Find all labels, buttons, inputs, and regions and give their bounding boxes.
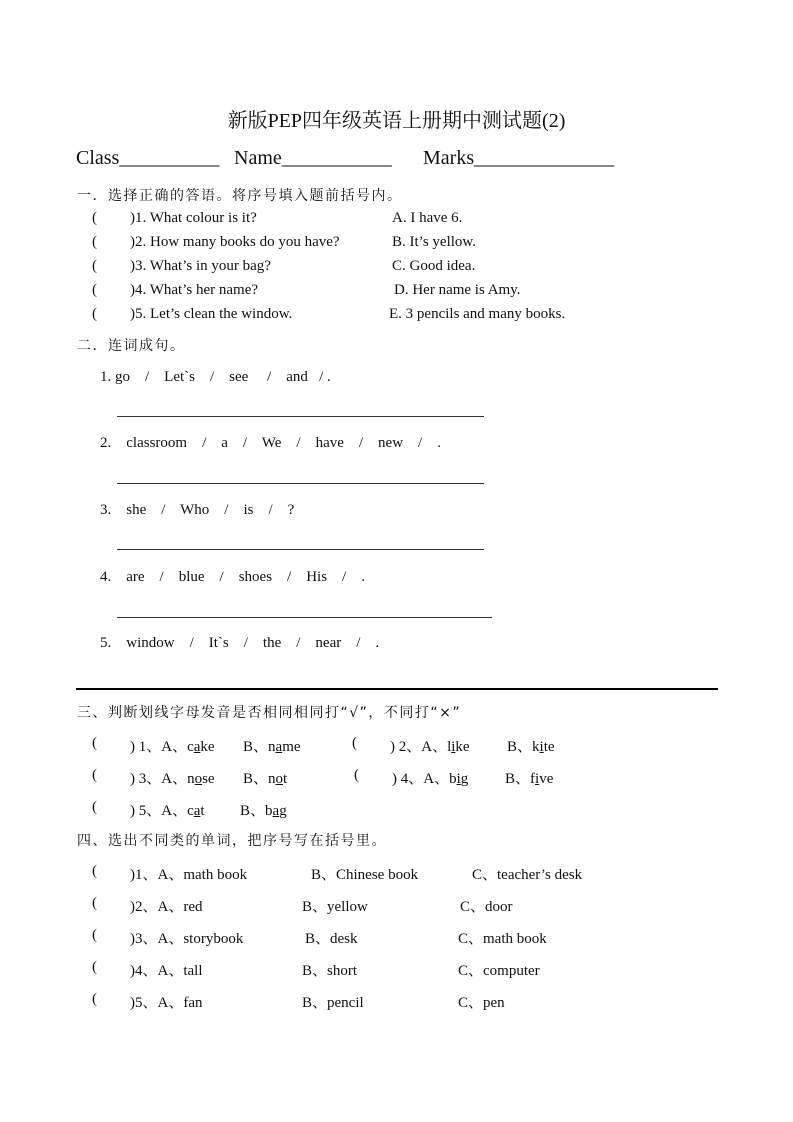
- underlined-letter: o: [275, 771, 284, 787]
- odd-one-option-a: )1、A、math book: [130, 867, 248, 883]
- underlined-letter: i: [539, 739, 544, 755]
- scramble-item: 3. she / Who / is / ?: [100, 502, 295, 518]
- answer-paren[interactable]: (: [92, 927, 97, 943]
- underlined-letter: a: [275, 739, 283, 755]
- answer-option: B. It’s yellow.: [392, 234, 477, 250]
- scramble-item: 5. window / It`s / the / near / .: [100, 635, 380, 651]
- scramble-item: 1. go / Let`s / see / and / .: [100, 369, 331, 385]
- answer-paren[interactable]: (: [354, 767, 359, 783]
- underlined-letter: a: [193, 803, 201, 819]
- answer-line[interactable]: [117, 483, 484, 484]
- answer-line[interactable]: [117, 617, 492, 618]
- question-text: )1. What colour is it?: [130, 210, 257, 226]
- name-field[interactable]: Name___________: [234, 147, 392, 169]
- section4-heading: 四、选出不同类的单词，把序号写在括号里。: [77, 833, 387, 849]
- odd-one-option-c: C、door: [460, 899, 513, 915]
- phonics-item-b: B、five: [505, 771, 554, 787]
- answer-paren[interactable]: (: [92, 258, 97, 274]
- answer-line[interactable]: [117, 416, 484, 417]
- odd-one-option-b: B、desk: [305, 931, 358, 947]
- phonics-item: ) 4、A、big: [392, 771, 469, 787]
- underlined-letter: i: [456, 771, 461, 787]
- phonics-item: ) 1、A、cake: [130, 739, 215, 755]
- odd-one-option-c: C、teacher’s desk: [472, 867, 583, 883]
- underlined-letter: o: [194, 771, 203, 787]
- question-text: )2. How many books do you have?: [130, 234, 340, 250]
- phonics-item-b: B、not: [243, 771, 288, 787]
- scramble-item: 2. classroom / a / We / have / new / .: [100, 435, 441, 451]
- class-field[interactable]: Class__________: [76, 147, 220, 169]
- answer-option: D. Her name is Amy.: [394, 282, 521, 298]
- section1-heading: 一．选择正确的答语。将序号填入题前括号内。: [77, 188, 403, 204]
- answer-paren[interactable]: (: [92, 306, 97, 322]
- answer-paren[interactable]: (: [92, 282, 97, 298]
- odd-one-option-b: B、Chinese book: [311, 867, 419, 883]
- odd-one-option-c: C、computer: [458, 963, 540, 979]
- phonics-item: ) 5、A、cat: [130, 803, 205, 819]
- section3-heading: 三、判断划线字母发音是否相同相同打“√”，不同打“×”: [77, 705, 462, 721]
- phonics-item: ) 2、A、like: [390, 739, 470, 755]
- answer-paren[interactable]: (: [92, 799, 97, 815]
- odd-one-option-a: )4、A、tall: [130, 963, 203, 979]
- answer-paren[interactable]: (: [92, 991, 97, 1007]
- section-divider: [76, 688, 718, 690]
- answer-paren[interactable]: (: [92, 210, 97, 226]
- answer-paren[interactable]: (: [92, 767, 97, 783]
- answer-paren[interactable]: (: [92, 735, 97, 751]
- odd-one-option-c: C、pen: [458, 995, 505, 1011]
- question-text: )4. What’s her name?: [130, 282, 259, 298]
- odd-one-option-b: B、pencil: [302, 995, 364, 1011]
- answer-paren[interactable]: (: [92, 895, 97, 911]
- phonics-item-b: B、kite: [507, 739, 555, 755]
- phonics-item-b: B、name: [243, 739, 301, 755]
- answer-paren[interactable]: (: [92, 959, 97, 975]
- odd-one-option-a: )5、A、fan: [130, 995, 203, 1011]
- answer-paren[interactable]: (: [92, 863, 97, 879]
- odd-one-option-b: B、short: [302, 963, 358, 979]
- answer-option: E. 3 pencils and many books.: [389, 306, 566, 322]
- odd-one-option-a: )3、A、storybook: [130, 931, 244, 947]
- underlined-letter: a: [193, 739, 201, 755]
- odd-one-option-b: B、yellow: [302, 899, 368, 915]
- odd-one-option-a: )2、A、red: [130, 899, 203, 915]
- page-title: 新版PEP四年级英语上册期中测试题(2): [227, 110, 566, 132]
- answer-paren[interactable]: (: [352, 735, 357, 751]
- question-text: )5. Let’s clean the window.: [130, 306, 293, 322]
- underlined-letter: i: [451, 739, 456, 755]
- question-text: )3. What’s in your bag?: [130, 258, 271, 274]
- phonics-item: ) 3、A、nose: [130, 771, 215, 787]
- phonics-item-b: B、bag: [240, 803, 287, 819]
- underlined-letter: a: [272, 803, 280, 819]
- answer-paren[interactable]: (: [92, 234, 97, 250]
- marks-field[interactable]: Marks______________: [423, 147, 615, 169]
- scramble-item: 4. are / blue / shoes / His / .: [100, 569, 365, 585]
- answer-line[interactable]: [117, 549, 484, 550]
- section2-heading: 二．连词成句。: [77, 338, 186, 354]
- answer-option: C. Good idea.: [392, 258, 476, 274]
- underlined-letter: i: [535, 771, 540, 787]
- answer-option: A. I have 6.: [392, 210, 463, 226]
- odd-one-option-c: C、math book: [458, 931, 547, 947]
